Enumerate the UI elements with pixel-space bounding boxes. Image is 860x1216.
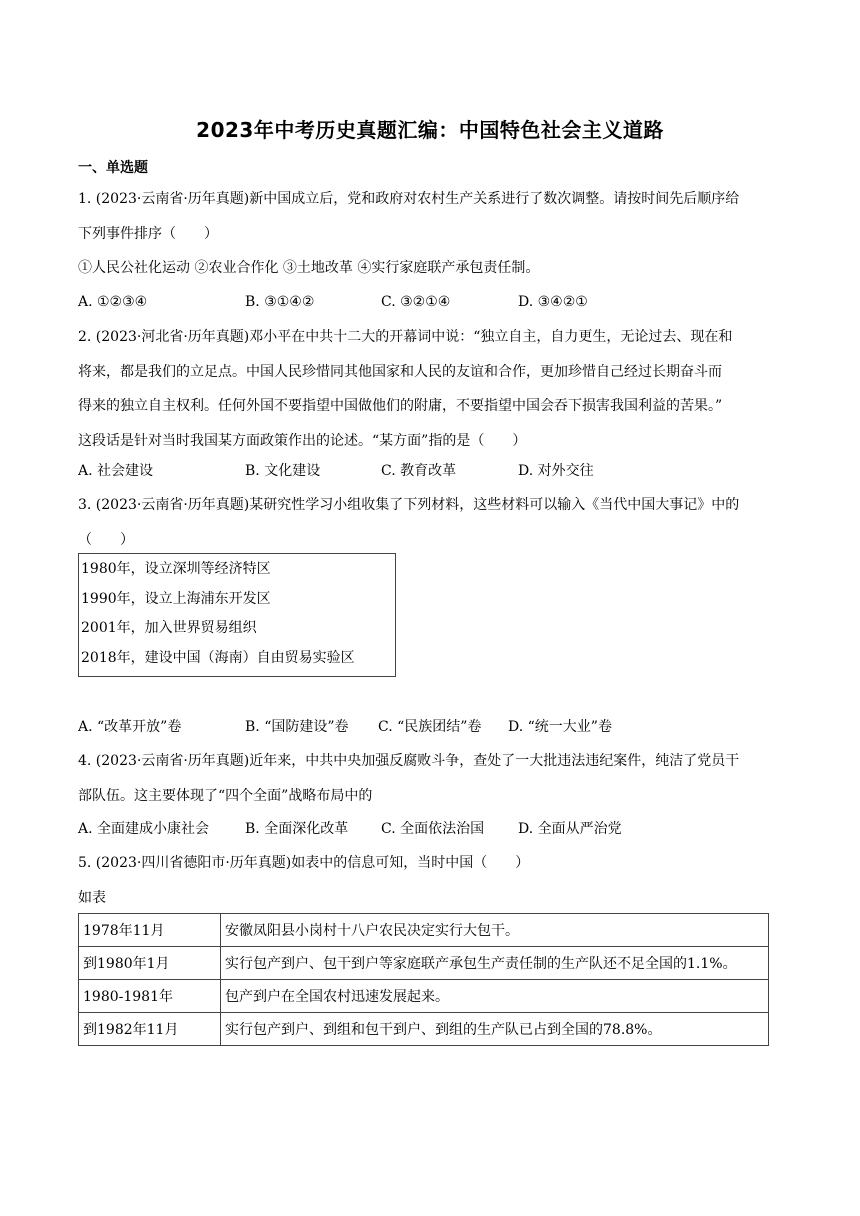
question-3-stem-cont: （ ） bbox=[78, 531, 134, 548]
page-title: 2023年中考历史真题汇编：中国特色社会主义道路 bbox=[196, 118, 664, 142]
table-row bbox=[79, 947, 769, 980]
option-d[interactable]: D. ③④②① bbox=[518, 294, 588, 310]
question-1 bbox=[78, 182, 783, 286]
option-a[interactable]: A. ①②③④ bbox=[78, 294, 148, 310]
table-cell-date: 到1982年11月 bbox=[79, 1013, 221, 1046]
table-cell-event: 实行包产到户、到组和包干到户、到组的生产队已占到全国的78.8%。 bbox=[221, 1013, 769, 1046]
question-5-caption: 如表 bbox=[78, 889, 106, 906]
material-item: 2001年，加入世界贸易组织 bbox=[81, 620, 257, 636]
question-1-stem-cont: 下列事件排序（ ） bbox=[78, 225, 218, 242]
option-d[interactable]: D. 对外交往 bbox=[518, 463, 594, 479]
question-4-stem: 4. (2023·云南省·历年真题)近年来，中共中央加强反腐败斗争，查处了一大批违法违纪案件，纯洁了党员干 bbox=[78, 753, 740, 769]
question-2 bbox=[78, 320, 783, 458]
option-c[interactable]: C. “民族团结”卷 bbox=[378, 719, 482, 735]
question-1-items: ①人民公社化运动 ②农业合作化 ③土地改革 ④实行家庭联产承包责任制。 bbox=[78, 260, 540, 276]
question-3-material-box bbox=[78, 553, 396, 677]
option-a[interactable]: A. “改革开放”卷 bbox=[78, 719, 182, 735]
question-5-stem: 5. (2023·四川省德阳市·历年真题)如表中的信息可知，当时中国（ ） bbox=[78, 855, 530, 871]
option-b[interactable]: B. 文化建设 bbox=[245, 463, 321, 479]
question-3-options bbox=[78, 710, 783, 744]
question-3-stem: 3. (2023·云南省·历年真题)某研究性学习小组收集了下列材料，这些材料可以输入《当代中国大事记》中的 bbox=[78, 497, 740, 513]
section-heading: 一、单选题 bbox=[78, 160, 148, 176]
question-3 bbox=[78, 488, 783, 557]
option-a[interactable]: A. 全面建成小康社会 bbox=[78, 821, 210, 837]
table-row bbox=[79, 1013, 769, 1046]
table-cell-date: 1980-1981年 bbox=[79, 980, 221, 1013]
table-row bbox=[79, 914, 769, 947]
question-2-options bbox=[78, 454, 783, 488]
option-d[interactable]: D. “统一大业”卷 bbox=[508, 719, 612, 735]
option-d[interactable]: D. 全面从严治党 bbox=[518, 821, 622, 837]
table-cell-event: 安徽凤阳县小岗村十八户农民决定实行大包干。 bbox=[221, 914, 769, 947]
question-2-stem: 2. (2023·河北省·历年真题)邓小平在中共十二大的开幕词中说：“独立自主，自力更生，无论过去、现在和 bbox=[78, 329, 733, 345]
table-cell-event: 包产到户在全国农村迅速发展起来。 bbox=[221, 980, 769, 1013]
question-4-stem-cont: 部队伍。这主要体现了“四个全面”战略布局中的 bbox=[78, 787, 373, 804]
option-b[interactable]: B. ③①④② bbox=[245, 294, 315, 310]
option-b[interactable]: B. 全面深化改革 bbox=[245, 821, 349, 837]
table-cell-date: 到1980年1月 bbox=[79, 947, 221, 980]
table-cell-date: 1978年11月 bbox=[79, 914, 221, 947]
question-2-stem-cont: 将来，都是我们的立足点。中国人民珍惜同其他国家和人民的友谊和合作，更加珍惜自己经过长期奋斗而 bbox=[78, 363, 722, 380]
option-c[interactable]: C. 教育改革 bbox=[381, 463, 457, 479]
option-a[interactable]: A. 社会建设 bbox=[78, 463, 154, 479]
question-1-stem: 1. (2023·云南省·历年真题)新中国成立后，党和政府对农村生产关系进行了数次调整。请按时间先后顺序给 bbox=[78, 191, 740, 207]
option-b[interactable]: B. “国防建设”卷 bbox=[245, 719, 349, 735]
option-c[interactable]: C. 全面依法治国 bbox=[381, 821, 485, 837]
table-row bbox=[79, 980, 769, 1013]
material-item: 2018年，建设中国（海南）自由贸易实验区 bbox=[81, 649, 355, 666]
question-4 bbox=[78, 744, 783, 813]
question-5 bbox=[78, 846, 783, 915]
material-item: 1990年，设立上海浦东开发区 bbox=[81, 590, 271, 607]
option-c[interactable]: C. ③②①④ bbox=[381, 294, 451, 310]
question-2-stem-cont: 这段话是针对当时我国某方面政策作出的论述。“某方面”指的是（ ） bbox=[78, 432, 527, 449]
question-2-stem-cont: 得来的独立自主权利。任何外国不要指望中国做他们的附庸，不要指望中国会吞下损害我国利益的苦果。” bbox=[78, 398, 723, 414]
question-4-options bbox=[78, 812, 783, 846]
table-cell-event: 实行包产到户、包干到户等家庭联产承包生产责任制的生产队还不足全国的1.1%。 bbox=[221, 947, 769, 980]
question-1-options bbox=[78, 285, 783, 319]
material-item: 1980年，设立深圳等经济特区 bbox=[81, 561, 271, 577]
question-5-table bbox=[78, 913, 769, 1046]
